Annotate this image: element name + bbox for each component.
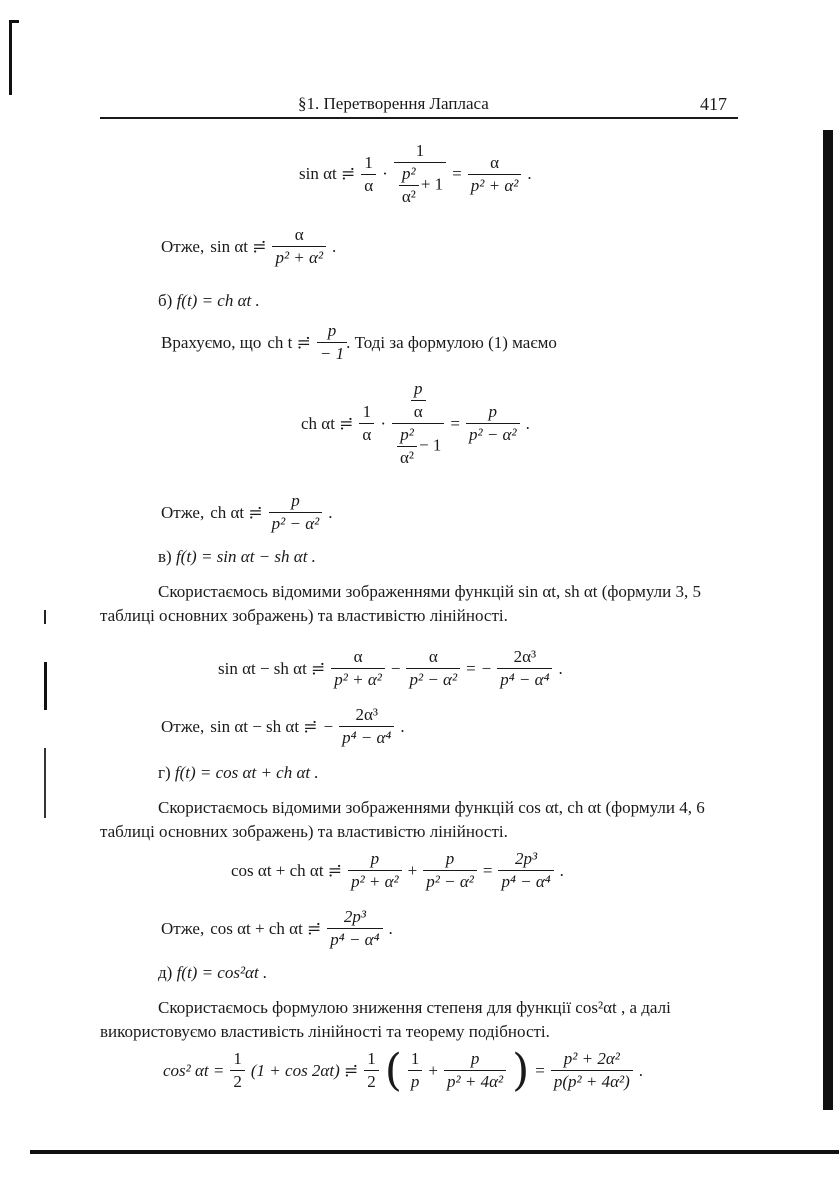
scan-mark (823, 130, 833, 1110)
scan-mark (44, 610, 46, 624)
fraction: $\frac{1}{\alpha}$ (361, 152, 376, 197)
item-g: г) f(t) = cos αt + ch αt . (158, 763, 319, 782)
scan-mark (44, 748, 46, 818)
scan-mark (9, 20, 12, 95)
scan-mark (44, 662, 47, 710)
fraction: $\frac{1}{2}$ (230, 1048, 245, 1093)
paragraph-g: Скористаємось відомими зображеннями функцій cos αt, ch αt (формули 4, 6 таблиці основних зображень) та властивістю лінійності. (100, 798, 705, 841)
equation-sin-minus-sh: sin αt − sh αt ≓ $\frac{\alpha}{\text{p² + α²}}$ − $\frac{\alpha}{\text{p² − α²}}$ = − $\frac{\text{2α³}}{\text{p⁴ − α⁴}}$ . (218, 647, 563, 689)
fraction: $\frac{1}{p}$ (408, 1048, 423, 1093)
result-sin-minus-sh: Отже, sin αt − sh αt ≓ − $\frac{\text{2α³}}{\text{p⁴ − α⁴}}$ . (161, 705, 405, 747)
equation-sin-derivation: sin αt ≓ $\frac{1}{\alpha}$ · 1 $\frac{\text{p²}}{\text{α²}}$ + 1 = $\frac{\alpha}{\text{p² + α²}}$ . (299, 141, 532, 206)
fraction: $\frac{1}{\alpha}$ (359, 401, 374, 446)
fraction: $\frac{\alpha}{\text{p² + α²}}$ (272, 224, 326, 269)
fraction: $\frac{p}{- 1}$ (317, 320, 347, 365)
fraction: $\frac{1}{2}$ (364, 1048, 379, 1093)
paragraph-d: Скористаємось формулою зниження степеня для функції cos²αt , а далі використовуємо властивість лінійності та теорему подібності. (100, 998, 671, 1041)
item-d: д) f(t) = cos²αt . (158, 963, 268, 982)
lhs: sin αt ≓ (299, 164, 356, 183)
scan-mark (9, 20, 19, 23)
header-rule (100, 117, 738, 119)
fraction: $\frac{\alpha}{\text{p² − α²}}$ (406, 646, 460, 691)
result-cos-plus-ch: Отже, cos αt + ch αt ≓ $\frac{\text{2p³}}{\text{p⁴ − α⁴}}$ . (161, 907, 393, 949)
page-number: 417 (700, 94, 727, 114)
fraction: $\frac{p}{\text{p² − α²}}$ (423, 848, 477, 893)
item-v: в) f(t) = sin αt − sh αt . (158, 547, 316, 566)
fraction: $\frac{p}{\text{p² + α²}}$ (348, 848, 402, 893)
fraction: $\frac{\text{2p³}}{\text{p⁴ − α⁴}}$ (498, 848, 553, 893)
fraction: $\frac{p}{\text{p² − α²}}$ (466, 401, 520, 446)
fraction: $\frac{\text{2p³}}{\text{p⁴ − α⁴}}$ (327, 906, 382, 951)
fraction: $\frac{p}{\text{p² − α²}}$ (269, 490, 323, 535)
scan-border-bottom (30, 1150, 839, 1154)
result-ch: Отже, ch αt ≓ $\frac{p}{\text{p² − α²}}$ . (161, 491, 333, 533)
item-b: б) f(t) = ch αt . (158, 291, 260, 310)
paragraph-v: Скористаємось відомими зображеннями функцій sin αt, sh αt (формули 3, 5 таблиці основних зображень) та властивістю лінійності. (100, 582, 701, 625)
fraction: $\frac{\alpha}{\text{p² + α²}}$ (331, 646, 385, 691)
result-sin: Отже, sin αt ≓ $\frac{\alpha}{\text{p² + α²}}$ . (161, 225, 337, 267)
fraction: $\frac{\text{2α³}}{\text{p⁴ − α⁴}}$ (497, 646, 552, 691)
equation-cos-plus-ch: cos αt + ch αt ≓ $\frac{p}{\text{p² + α²}}$ + $\frac{p}{\text{p² − α²}}$ = $\frac{\text{2p³}}{\text{p⁴ − α⁴}}$ . (231, 849, 564, 891)
fraction: $\frac{\alpha}{\text{p² + α²}}$ (468, 152, 522, 197)
equation-ch-derivation: ch αt ≓ $\frac{1}{\alpha}$ · $\frac{p}{\alpha}$ $\frac{\text{p²}}{\text{α²}}$ − 1 = $\frac{p}{\text{p² − α²}}$ . (301, 379, 530, 467)
fraction: 1 $\frac{\text{p²}}{\text{α²}}$ + 1 (394, 140, 446, 208)
fraction: $\frac{p}{\text{p² + 4α²}}$ (444, 1048, 506, 1093)
running-title: §1. Перетворення Лапласа (298, 94, 489, 113)
fraction: $\frac{\text{p² + 2α²}}{\text{p(p² + 4α²)}}$ (551, 1048, 633, 1093)
ch-t-statement: Врахуємо, що ch t ≓ $\frac{p}{- 1}$ . Тоді за формулою (1) маємо (161, 321, 557, 363)
fraction: $\frac{\text{2α³}}{\text{p⁴ − α⁴}}$ (339, 704, 394, 749)
fraction: $\frac{p}{\alpha}$ $\frac{\text{p²}}{\text{α²}}$ − 1 (392, 378, 444, 469)
equation-cos-squared: cos² αt = $\frac{1}{2}$ (1 + cos 2αt) ≓ $\frac{1}{2}$ ( $\frac{1}{p}$ + $\frac{p}{\text{p² + 4α²}}$ ) = $\frac{\text{p² + 2α²}}{\text{p(p² + 4α²)}}$ . (163, 1044, 644, 1096)
